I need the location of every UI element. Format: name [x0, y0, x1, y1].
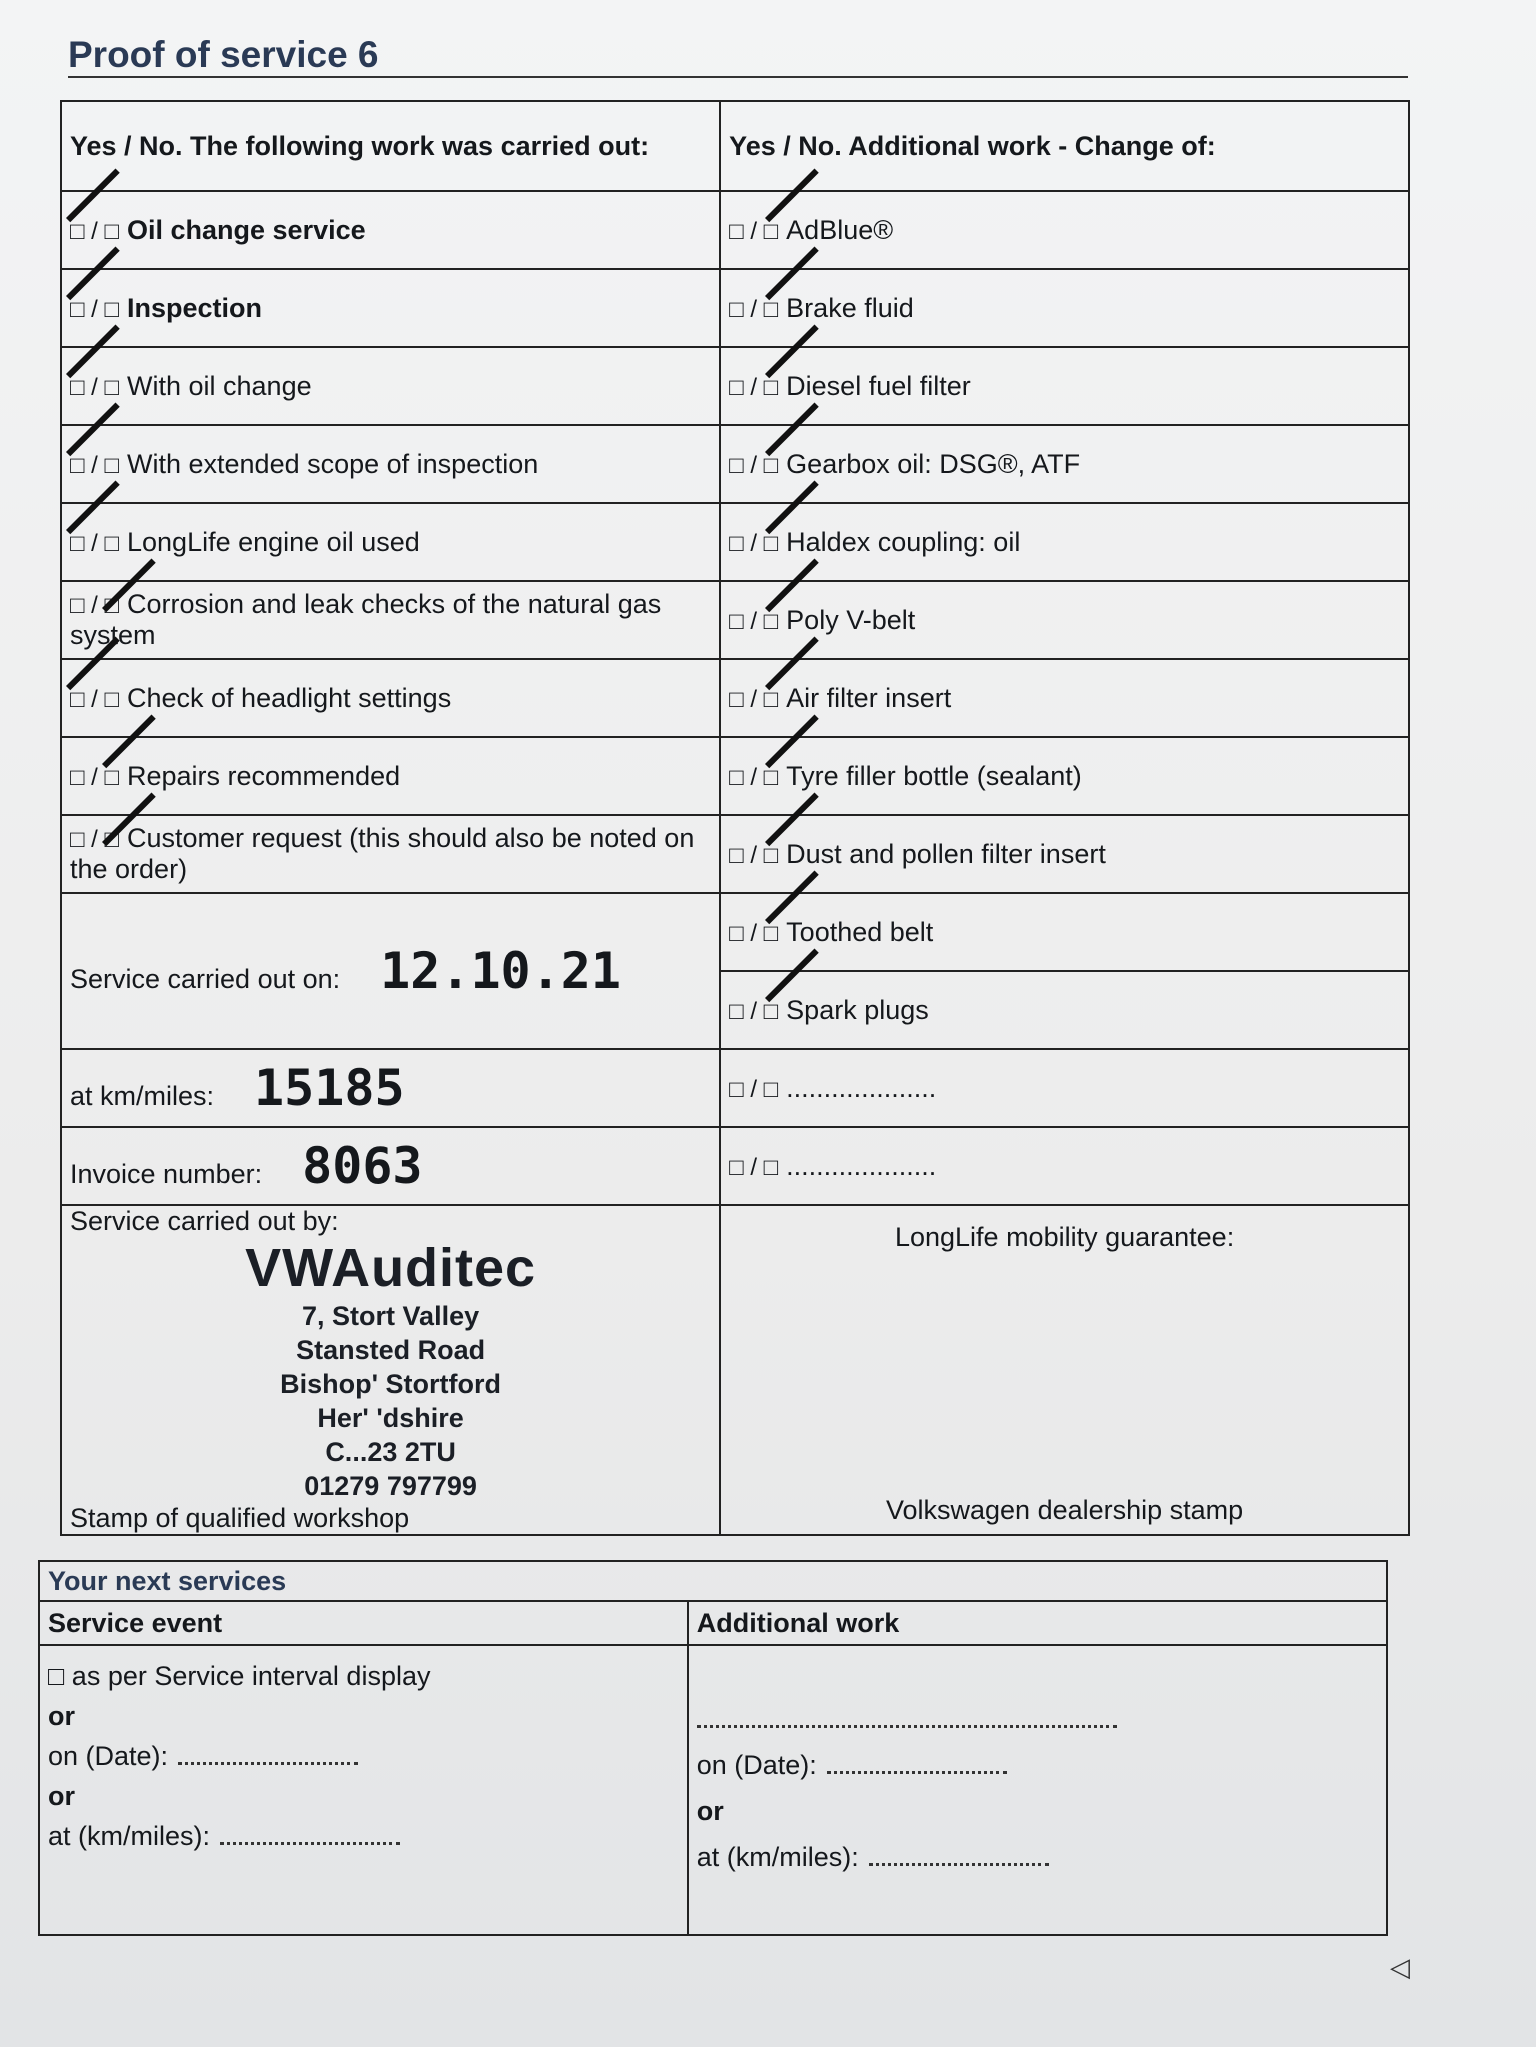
yes-no-checkbox[interactable]: □ / □ [729, 919, 779, 947]
or-label-1: or [48, 1701, 75, 1731]
work-item-label: With oil change [127, 370, 312, 401]
additional-item-label: Toothed belt [786, 916, 934, 947]
yes-no-checkbox[interactable]: □ / □ [729, 607, 779, 635]
add-date-field [827, 1771, 1007, 1774]
dealer-stamp-label: Volkswagen dealership stamp [885, 1495, 1244, 1525]
additional-item-label: Spark plugs [786, 994, 929, 1025]
service-event-cell [39, 1645, 688, 1935]
yes-no-checkbox[interactable]: □ / □ [729, 997, 779, 1025]
yes-no-checkbox[interactable]: □ / □ [70, 451, 119, 479]
additional-work-line [697, 1725, 1117, 1728]
yes-no-checkbox[interactable]: □ / □ [70, 373, 119, 401]
additional-item-row [720, 1127, 1409, 1205]
next-km-field [220, 1842, 400, 1845]
yes-no-checkbox[interactable]: □ / □ [70, 592, 119, 619]
yes-no-checkbox[interactable]: □ / □ [729, 529, 779, 557]
service-by-label: Service carried out by: [70, 1206, 339, 1236]
additional-item-label: Air filter insert [786, 682, 952, 713]
work-item-row [61, 815, 720, 893]
service-event-header: Service event [39, 1601, 688, 1645]
yes-no-checkbox[interactable]: □ / □ [729, 217, 779, 245]
work-item-label: LongLife engine oil used [127, 526, 420, 557]
title-rule [68, 76, 1408, 78]
stamp-line: 7, Stort Valley [302, 1301, 480, 1331]
yes-no-checkbox[interactable]: □ / □ [729, 373, 779, 401]
stamp-brand: VWAuditec [245, 1238, 537, 1298]
additional-item-label: Haldex coupling: oil [786, 526, 1021, 557]
workshop-stamp-cell [61, 1205, 720, 1535]
additional-item-label: Brake fluid [786, 292, 914, 323]
page-title: Proof of service 6 [68, 34, 379, 75]
yes-no-checkbox[interactable]: □ / □ [70, 826, 119, 853]
service-date-value: 12.10.21 [380, 942, 621, 1000]
additional-item-label: Tyre filler bottle (sealant) [786, 760, 1082, 791]
dealer-stamp-cell [720, 1205, 1409, 1535]
add-km-label: at (km/miles): [696, 1842, 859, 1872]
next-date-label: on (Date): [48, 1741, 169, 1771]
work-item-row [61, 425, 720, 503]
yes-no-checkbox[interactable]: □ / □ [729, 1075, 779, 1103]
service-date-label: Service carried out on: [70, 964, 341, 994]
or-label-2: or [48, 1781, 75, 1811]
yes-no-checkbox[interactable]: □ / □ [70, 529, 119, 557]
service-info-label: Invoice number: [70, 1159, 263, 1189]
header-right: Yes / No. Additional work - Change of: [720, 101, 1409, 191]
additional-item-row [720, 1049, 1409, 1127]
stamp-line: Her' 'dshire [317, 1403, 464, 1433]
additional-item-label: Poly V-belt [786, 604, 916, 635]
work-item-row [61, 581, 720, 659]
next-services-table [38, 1560, 1388, 1936]
service-info-value: 8063 [302, 1137, 423, 1195]
yes-no-checkbox[interactable]: □ / □ [70, 295, 119, 323]
interval-option: □ as per Service interval display [48, 1661, 431, 1691]
additional-item-label: Dust and pollen filter insert [786, 838, 1106, 869]
work-item-label: Check of headlight settings [127, 682, 452, 713]
service-info-value: 15185 [254, 1059, 405, 1117]
stamp-line: C...23 2TU [325, 1437, 456, 1467]
yes-no-checkbox[interactable]: □ / □ [729, 451, 779, 479]
additional-work-header: Additional work [688, 1601, 1387, 1645]
additional-item-label: AdBlue® [786, 214, 894, 245]
yes-no-checkbox[interactable]: □ / □ [70, 685, 119, 713]
yes-no-checkbox[interactable]: □ / □ [729, 685, 779, 713]
stamp-line: Bishop' Stortford [280, 1369, 502, 1399]
yes-no-checkbox[interactable]: □ / □ [70, 217, 119, 245]
workshop-stamp [70, 1237, 711, 1503]
service-info-cell [61, 1049, 720, 1127]
next-services-title: Your next services [39, 1561, 1387, 1601]
service-info-label: at km/miles: [70, 1081, 215, 1111]
service-date-cell [61, 893, 720, 1049]
page-arrow-icon: ◁ [1390, 1952, 1410, 1982]
yes-no-checkbox[interactable]: □ / □ [729, 841, 779, 869]
work-item-label: Corrosion and leak checks of the natural gas system [70, 589, 662, 650]
or-label-3: or [696, 1796, 724, 1826]
add-date-label: on (Date): [696, 1750, 817, 1780]
additional-item-row [720, 971, 1409, 1049]
guarantee-label: LongLife mobility guarantee: [894, 1222, 1235, 1252]
work-item-label: Repairs recommended [127, 760, 401, 791]
additional-item-label: Gearbox oil: DSG®, ATF [786, 448, 1081, 479]
header-left: Yes / No. The following work was carried out: [61, 101, 720, 191]
yes-no-checkbox[interactable]: □ / □ [729, 1153, 779, 1181]
service-info-cell [61, 1127, 720, 1205]
next-km-label: at (km/miles): [48, 1821, 210, 1851]
additional-item-label: Diesel fuel filter [786, 370, 971, 401]
additional-item-label: .................... [786, 1072, 937, 1103]
additional-item-label: .................... [786, 1150, 937, 1181]
add-km-field [869, 1863, 1049, 1866]
work-item-row [61, 269, 720, 347]
next-date-field [178, 1762, 358, 1765]
work-item-row [61, 347, 720, 425]
yes-no-checkbox[interactable]: □ / □ [729, 763, 779, 791]
stamp-caption: Stamp of qualified workshop [70, 1503, 410, 1533]
stamp-line: 01279 797799 [304, 1471, 477, 1501]
work-item-label: With extended scope of inspection [127, 448, 539, 479]
yes-no-checkbox[interactable]: □ / □ [729, 295, 779, 323]
work-item-label: Oil change service [127, 214, 366, 245]
stamp-line: Stansted Road [296, 1335, 486, 1365]
work-item-label: Inspection [127, 292, 263, 323]
service-table [60, 100, 1410, 1536]
work-item-label: Customer request (this should also be noted on the order) [70, 823, 695, 884]
yes-no-checkbox[interactable]: □ / □ [70, 763, 119, 791]
work-item-row [61, 191, 720, 269]
additional-work-cell [688, 1645, 1387, 1935]
